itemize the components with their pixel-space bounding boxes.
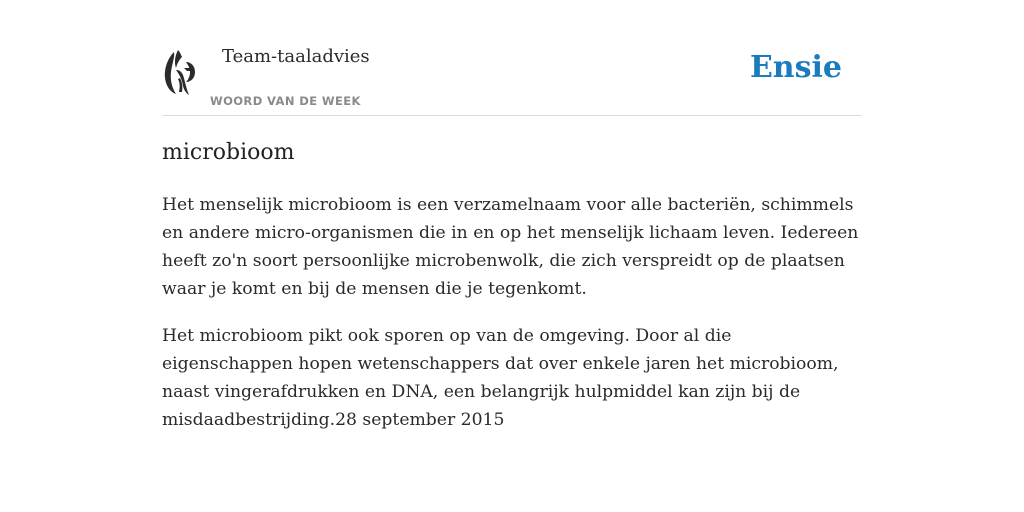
page-container	[162, 0, 862, 430]
category-label: WOORD VAN DE WEEK	[210, 94, 361, 108]
publish-date: 28 september 2015	[335, 410, 505, 430]
paragraph: Het menselijk microbioom is een verzamelnaam voor alle bacteriën, schimmels en andere micro-organismen die in en op het menselijk lichaam leven. Iedereen heeft zo'n soort persoonlijke microbenwolk, die zich verspreidt op de plaatsen waar je komt en bij de mensen die je tegenkomt.	[162, 195, 859, 299]
page-title: microbioom	[162, 140, 295, 165]
card-header	[162, 0, 862, 116]
flemish-lion-logo-icon	[162, 48, 198, 96]
org-name: Team-taaladvies	[222, 46, 370, 67]
brand-logo-link[interactable]: Ensie	[749, 50, 842, 85]
article-body	[162, 191, 862, 453]
paragraph-text: Het microbioom pikt ook sporen op van de omgeving. Door al die eigenschappen hopen wetenschappers dat over enkele jaren het microbioom, naast vingerafdrukken en DNA, een belangrijk hulpmiddel kan zijn bij de misdaadbestrijding.	[162, 326, 839, 430]
paragraph	[162, 322, 862, 434]
